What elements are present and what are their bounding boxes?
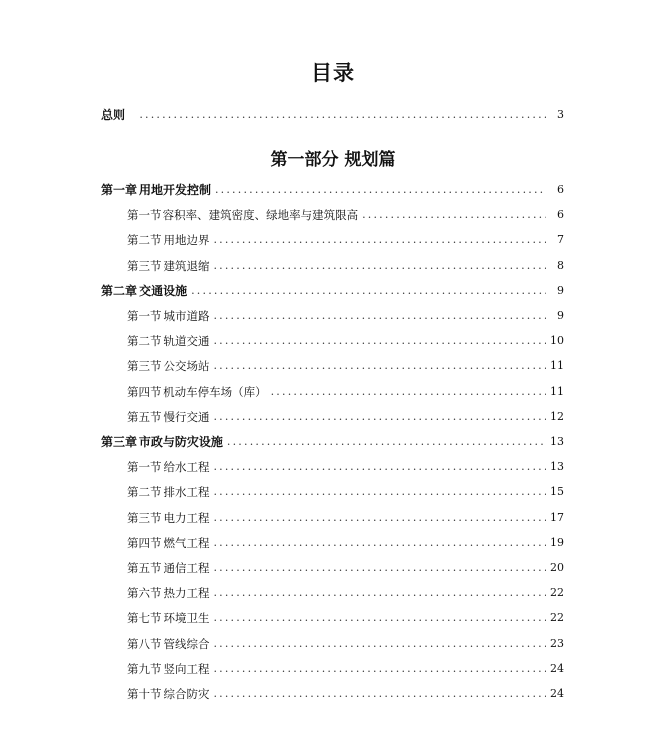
toc-section-number: 第六节 bbox=[127, 586, 162, 601]
toc-entry-section[interactable] bbox=[127, 558, 564, 578]
toc-section-number: 第一节 bbox=[127, 208, 162, 223]
toc-section-name: 容积率、建筑密度、绿地率与建筑限高 bbox=[162, 208, 359, 223]
toc-section-number: 第七节 bbox=[127, 611, 162, 626]
toc-section-number: 第十节 bbox=[127, 687, 162, 701]
page-title: 目录 bbox=[311, 61, 355, 85]
toc-entry-section[interactable] bbox=[127, 407, 564, 427]
toc-section-number: 第九节 bbox=[127, 661, 162, 676]
toc-section-number: 第三节 bbox=[127, 510, 162, 525]
toc-entry-section[interactable] bbox=[127, 533, 564, 553]
toc-leader-dots bbox=[213, 508, 546, 528]
toc-chapter-name: 市政与防灾设施 bbox=[138, 435, 223, 449]
toc-section-name: 轨道交通 bbox=[163, 334, 210, 349]
toc-entry-section[interactable] bbox=[127, 356, 564, 376]
toc-section-name: 综合防灾 bbox=[163, 687, 210, 701]
toc-leader-dots bbox=[213, 306, 546, 326]
toc-page-number: 13 bbox=[550, 460, 564, 474]
toc-page-number: 19 bbox=[550, 535, 564, 549]
toc-leader-dots bbox=[213, 533, 546, 553]
toc-section-name: 通信工程 bbox=[163, 561, 210, 575]
toc-leader-dots bbox=[213, 407, 546, 427]
toc-chapter-name: 用地开发控制 bbox=[138, 183, 211, 197]
toc-entry-chapter[interactable] bbox=[101, 180, 564, 200]
toc-entry-section[interactable] bbox=[127, 256, 564, 276]
toc-section-name: 用地边界 bbox=[163, 233, 210, 248]
toc-entry-general[interactable] bbox=[101, 105, 564, 125]
toc-page-number: 22 bbox=[550, 611, 564, 625]
toc-section-number: 第二节 bbox=[127, 485, 162, 500]
toc-page-number: 6 bbox=[557, 183, 564, 196]
toc-page-number: 22 bbox=[550, 586, 564, 600]
toc-page-number: 8 bbox=[557, 258, 564, 272]
toc-section-name: 环境卫生 bbox=[163, 611, 210, 626]
toc-section-number: 第三节 bbox=[127, 258, 162, 273]
toc-section-name: 热力工程 bbox=[163, 586, 210, 601]
toc-leader-dots bbox=[213, 356, 546, 376]
toc-entry-section[interactable] bbox=[127, 306, 564, 326]
toc-leader-dots bbox=[213, 608, 546, 628]
toc-entry-section[interactable] bbox=[127, 482, 564, 502]
toc-entry-section[interactable] bbox=[127, 608, 564, 628]
toc-page-number: 10 bbox=[550, 334, 564, 348]
toc-section-name: 公交场站 bbox=[163, 359, 210, 374]
toc-page-number: 13 bbox=[550, 435, 564, 448]
toc-entry-section[interactable] bbox=[127, 508, 564, 528]
toc-page-number: 7 bbox=[557, 233, 564, 247]
toc-leader-dots bbox=[213, 230, 546, 250]
toc-page-number: 24 bbox=[550, 661, 564, 675]
toc-leader-dots bbox=[213, 457, 546, 477]
toc-leader-dots bbox=[271, 382, 546, 402]
toc-leader-dots bbox=[213, 583, 546, 603]
toc-section-number: 第一节 bbox=[127, 309, 162, 323]
toc-chapter-number: 第二章 bbox=[101, 283, 138, 298]
toc-section-number: 第二节 bbox=[127, 334, 162, 349]
toc-section-name: 电力工程 bbox=[163, 510, 210, 525]
toc-entry-section[interactable] bbox=[127, 230, 564, 250]
toc-leader-dots bbox=[213, 558, 546, 578]
toc-entry-section[interactable] bbox=[127, 684, 564, 704]
toc-leader-dots bbox=[213, 256, 546, 276]
toc-entry-section[interactable] bbox=[127, 331, 564, 351]
toc-page-number: 23 bbox=[550, 636, 564, 650]
toc-section-number: 第三节 bbox=[127, 359, 162, 374]
toc-entry-section[interactable] bbox=[127, 382, 564, 402]
toc-leader-dots bbox=[213, 684, 546, 704]
toc-section-number: 第二节 bbox=[127, 233, 162, 248]
toc-section-name: 建筑退缩 bbox=[163, 258, 210, 273]
toc-leader-dots bbox=[213, 659, 546, 679]
toc-page-number: 15 bbox=[550, 485, 564, 499]
toc-page-number: 17 bbox=[550, 510, 564, 524]
toc-page-number: 11 bbox=[550, 384, 564, 398]
toc-section-name: 竖向工程 bbox=[163, 661, 210, 676]
toc-section-number: 第四节 bbox=[127, 384, 162, 399]
toc-page-number: 9 bbox=[557, 309, 564, 322]
toc-leader-dots bbox=[227, 432, 546, 452]
toc-leader-dots bbox=[213, 331, 546, 351]
toc-section-number: 第五节 bbox=[127, 409, 162, 424]
toc-leader-dots bbox=[215, 180, 546, 200]
toc-section-name: 排水工程 bbox=[163, 485, 210, 500]
toc-leader-dots bbox=[362, 205, 546, 225]
toc-section-number: 第一节 bbox=[127, 460, 162, 475]
toc-section-name: 城市道路 bbox=[163, 309, 210, 323]
toc-entry-section[interactable] bbox=[127, 634, 564, 654]
toc-page-number: 6 bbox=[557, 208, 564, 222]
toc-section-number: 第四节 bbox=[127, 535, 162, 550]
toc-section-name: 管线综合 bbox=[163, 636, 210, 651]
toc-chapter-number: 第一章 bbox=[101, 183, 138, 197]
toc-label: 总则 bbox=[101, 108, 126, 122]
toc-leader-dots bbox=[213, 482, 546, 502]
toc-chapter-number: 第三章 bbox=[101, 435, 138, 449]
toc-section-name: 机动车停车场（库） bbox=[163, 384, 267, 399]
part-title: 第一部分 规划篇 bbox=[270, 150, 396, 170]
toc-entry-section[interactable] bbox=[127, 205, 564, 225]
toc-chapter-name: 交通设施 bbox=[139, 283, 188, 298]
toc-page-number: 11 bbox=[550, 359, 564, 373]
toc-section-number: 第八节 bbox=[127, 636, 162, 651]
toc-section-name: 燃气工程 bbox=[163, 535, 210, 550]
toc-entry-chapter[interactable] bbox=[101, 281, 564, 301]
toc-leader-dots bbox=[139, 105, 546, 125]
toc-entry-chapter[interactable] bbox=[101, 432, 564, 452]
toc-entry-section[interactable] bbox=[127, 457, 564, 477]
toc-entry-section[interactable] bbox=[127, 659, 564, 679]
toc-page-number: 3 bbox=[557, 108, 564, 121]
toc-page-number: 9 bbox=[557, 283, 564, 297]
toc-page-number: 12 bbox=[550, 409, 564, 423]
toc-leader-dots bbox=[191, 281, 546, 301]
toc-page-number: 24 bbox=[550, 687, 564, 700]
toc-page-number: 20 bbox=[550, 561, 564, 574]
toc-section-name: 给水工程 bbox=[163, 460, 210, 475]
toc-leader-dots bbox=[213, 634, 546, 654]
toc-entry-section[interactable] bbox=[127, 583, 564, 603]
toc-section-name: 慢行交通 bbox=[163, 409, 210, 424]
toc-section-number: 第五节 bbox=[127, 561, 162, 575]
